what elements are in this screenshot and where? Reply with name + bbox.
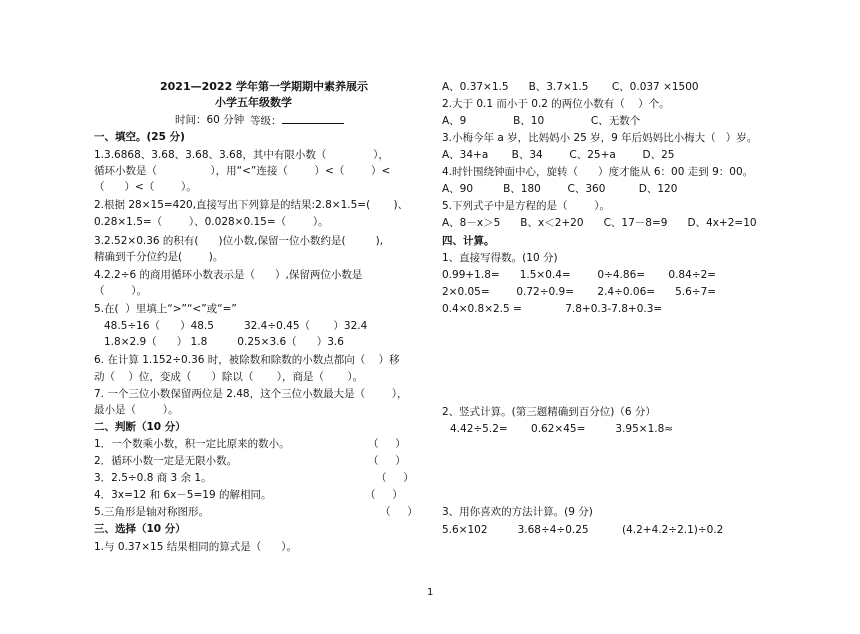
question-5-instruction: 5.在( ）里填上“>”“<”或“=” xyxy=(94,303,237,315)
judge-item-1: 1．一个数乘小数，积一定比原来的数小。 xyxy=(94,438,290,450)
question-7-line-a: 7. 一个三位小数保留两位是 2.48，这个三位小数最大是（ ）， xyxy=(94,388,408,400)
calc-part-1-row-1: 0.99+1.8= 1.5×0.4= 0÷4.86= 0.84÷2= xyxy=(442,269,717,281)
question-6-line-b: 动（ ）位，变成（ ）除以（ ），商是（ ）。 xyxy=(94,371,364,383)
question-6-line-a: 6. 在计算 1.152÷0.36 时，被除数和除数的小数点都向（ ）移 xyxy=(94,354,400,366)
choice-question-5: 5.下列式子中是方程的是（ ）。 xyxy=(442,200,610,212)
time-label: 时间：60 分钟 xyxy=(175,114,245,126)
judge-item-1-answer[interactable]: （ ） xyxy=(368,438,406,450)
section-fill-in-heading: 一、填空。(25 分) xyxy=(94,131,185,143)
choice-question-1: 1.与 0.37×15 结果相同的算式是（ ）。 xyxy=(94,541,298,553)
question-7-line-b: 最小是（ ）。 xyxy=(94,404,179,416)
judge-item-3: 3．2.5÷0.8 商 3 余 1。 xyxy=(94,472,212,484)
question-1-line-b: 循环小数是（ ），用“<”连接（ ）<（ ）< xyxy=(94,165,391,177)
choice-question-1-options: A、0.37×1.5 B、3.7×1.5 C、0.037 ×1500 xyxy=(442,81,699,93)
judge-item-4-answer[interactable]: （ ） xyxy=(365,489,403,501)
choice-question-3-options: A、34+a B、34 C、25+a D、25 xyxy=(442,149,675,161)
judge-item-5-answer[interactable]: （ ） xyxy=(380,506,418,518)
calc-part-3-heading: 3、用你喜欢的方法计算。(9 分) xyxy=(442,506,593,518)
judge-item-4: 4．3x=12 和 6x－5=19 的解相同。 xyxy=(94,489,272,501)
section-judge-heading: 二、判断（10 分） xyxy=(94,421,186,433)
question-2-line-b: 0.28×1.5=（ ）、0.028×0.15=（ ）。 xyxy=(94,216,329,228)
choice-question-4: 4.时针围绕钟面中心，旋转（ ）度才能从 6：00 走到 9：00。 xyxy=(442,166,754,178)
question-5-row-1: 48.5÷16（ ）48.5 32.4÷0.45（ ）32.4 xyxy=(104,320,368,332)
section-choice-heading: 三、选择（10 分） xyxy=(94,523,186,535)
choice-question-4-options: A、90 B、180 C、360 D、120 xyxy=(442,183,678,195)
calc-part-1-heading: 1、直接写得数。(10 分) xyxy=(442,252,558,264)
page-number: 1 xyxy=(427,587,434,598)
choice-question-3: 3.小梅今年 a 岁，比妈妈小 25 岁，9 年后妈妈比小梅大（ ）岁。 xyxy=(442,132,758,144)
judge-item-2: 2．循环小数一定是无限小数。 xyxy=(94,455,238,467)
choice-question-2: 2.大于 0.1 而小于 0.2 的两位小数有（ ）个。 xyxy=(442,98,670,110)
grade-blank-line[interactable] xyxy=(282,113,344,124)
question-2-line-a: 2.根据 28×15=420,直接写出下列算是的结果:2.8×1.5=( )、 xyxy=(94,199,409,211)
grade-label xyxy=(250,113,344,128)
calc-part-2-heading: 2、竖式计算。(第三题精确到百分位)（6 分） xyxy=(442,406,656,418)
section-calculation-heading: 四、计算。 xyxy=(442,235,495,247)
judge-item-2-answer[interactable]: （ ） xyxy=(368,455,406,467)
choice-question-5-options: A、8－x＞5 B、x＜2+20 C、17－8=9 D、4x+2=10 xyxy=(442,217,757,229)
question-4-line-b: （ ）。 xyxy=(94,285,147,297)
calc-part-1-row-2: 2×0.05= 0.72÷0.9= 2.4÷0.06= 5.6÷7= xyxy=(442,286,717,298)
judge-item-5: 5.三角形是轴对称图形。 xyxy=(94,506,210,518)
judge-item-3-answer[interactable]: （ ） xyxy=(376,472,414,484)
choice-question-2-options: A、9 B、10 C、无数个 xyxy=(442,115,641,127)
question-3-line-a: 3.2.52×0.36 的积有( )位小数,保留一位小数约是( ), xyxy=(94,235,384,247)
question-1-line-c: （ ）<（ ）。 xyxy=(94,181,197,193)
grade-label-text: 等级： xyxy=(250,115,282,127)
question-1-line-a: 1.3.6868、3.68、3.68、3.68，其中有限小数（ ）， xyxy=(94,149,389,161)
exam-subtitle: 小学五年级数学 xyxy=(215,96,292,109)
calc-part-1-row-3: 0.4×0.8×2.5 = 7.8+0.3-7.8+0.3= xyxy=(442,303,663,315)
calc-part-2-row: 4.42÷5.2= 0.62×45= 3.95×1.8≈ xyxy=(450,423,674,435)
calc-part-3-row: 5.6×102 3.68÷4÷0.25 (4.2+4.2÷2.1)÷0.2 xyxy=(442,524,724,536)
question-3-line-b: 精确到千分位约是( )。 xyxy=(94,251,224,263)
exam-title: 2021—2022 学年第一学期期中素养展示 xyxy=(160,80,369,93)
question-5-row-2: 1.8×2.9（ ） 1.8 0.25×3.6（ ）3.6 xyxy=(104,336,344,348)
question-4-line-a: 4.2.2÷6 的商用循环小数表示是（ ）,保留两位小数是 xyxy=(94,269,363,281)
